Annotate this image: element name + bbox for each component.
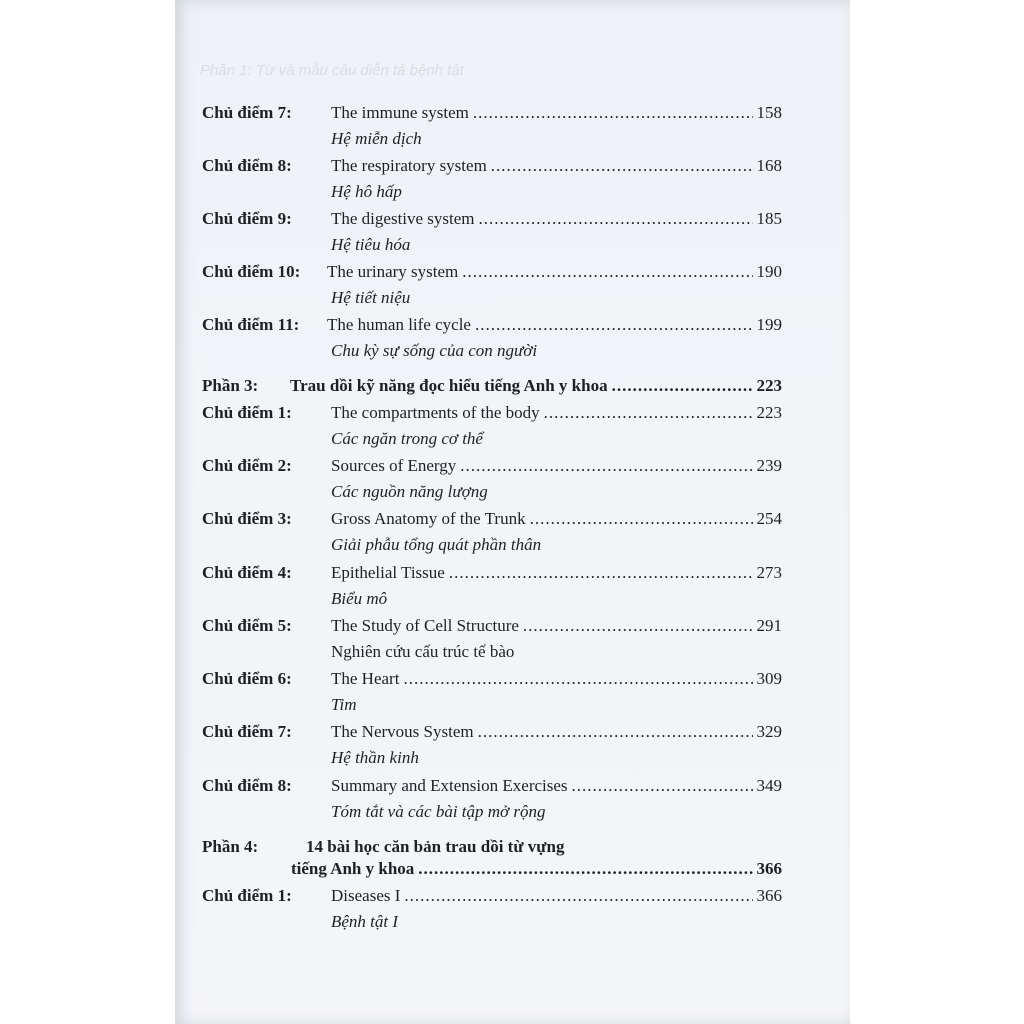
entry-label: Chủ điểm 6: (202, 669, 292, 688)
entry-page: 185 (756, 209, 782, 228)
dot-leader (460, 453, 752, 479)
dot-leader (403, 666, 752, 692)
entry-subtitle: Hệ tiêu hóa (331, 235, 411, 254)
entry-page: 190 (756, 262, 782, 281)
entry-page: 291 (756, 616, 782, 635)
entry-page: 158 (756, 103, 782, 122)
dot-leader (449, 560, 753, 586)
entry-label: Chủ điểm 8: (202, 156, 292, 175)
entry-page: 366 (756, 886, 782, 905)
entry-subtitle: Giải phẫu tổng quát phần thân (331, 535, 542, 554)
part-page: 366 (756, 859, 782, 878)
entry-page: 329 (756, 722, 782, 741)
entry-title: The Nervous System (331, 722, 474, 741)
dot-leader (523, 613, 753, 639)
entry-title: Gross Anatomy of the Trunk (331, 509, 526, 528)
entry-label: Chủ điểm 4: (202, 563, 292, 582)
entry-label: Chủ điểm 1: (202, 403, 292, 422)
entry-subtitle: Bệnh tật I (331, 912, 399, 931)
entry-subtitle: Hệ thần kinh (331, 748, 419, 767)
part-title: Trau dồi kỹ năng đọc hiểu tiếng Anh y khoa (290, 376, 608, 395)
part-label: Phần 3: (202, 376, 259, 395)
entry-subtitle: Chu kỳ sự sống của con người (331, 341, 538, 360)
toc-entry[interactable] (202, 312, 782, 338)
dot-leader (612, 373, 753, 399)
part-page: 223 (756, 376, 782, 395)
toc-entry[interactable] (202, 883, 782, 909)
part-title-line2: tiếng Anh y khoa (291, 859, 415, 878)
entry-page: 168 (756, 156, 782, 175)
entry-subtitle: Các ngăn trong cơ thể (331, 429, 483, 448)
dot-leader (478, 719, 753, 745)
toc-entry[interactable] (202, 560, 782, 586)
entry-title: The human life cycle (327, 315, 471, 334)
entry-label: Chủ điểm 8: (202, 776, 292, 795)
dot-leader (462, 259, 752, 285)
entry-page: 223 (756, 403, 782, 422)
part-heading[interactable] (202, 373, 782, 399)
toc-entry[interactable] (202, 506, 782, 532)
dot-leader (572, 773, 753, 799)
toc-entry[interactable] (202, 666, 782, 692)
entry-label: Chủ điểm 11: (202, 315, 300, 334)
dot-leader (479, 206, 753, 232)
dot-leader (418, 856, 752, 882)
toc-entry[interactable] (202, 453, 782, 479)
toc-entry[interactable] (202, 259, 782, 285)
entry-title: The digestive system (331, 209, 475, 228)
entry-title: Summary and Extension Exercises (331, 776, 568, 795)
entry-label: Chủ điểm 5: (202, 616, 292, 635)
entry-title: The compartments of the body (331, 403, 540, 422)
entry-title: The Heart (331, 669, 400, 688)
entry-label: Chủ điểm 7: (202, 722, 292, 741)
entry-page: 254 (756, 509, 782, 528)
entry-page: 309 (756, 669, 782, 688)
entry-page: 273 (756, 563, 782, 582)
toc-entry[interactable] (202, 719, 782, 745)
toc-entry[interactable] (202, 206, 782, 232)
dot-leader (473, 100, 753, 126)
dot-leader (475, 312, 753, 338)
toc-entry[interactable] (202, 400, 782, 426)
entry-subtitle: Tóm tắt và các bài tập mở rộng (331, 802, 546, 821)
entry-title: The urinary system (327, 262, 459, 281)
toc-entry[interactable] (202, 100, 782, 126)
entry-subtitle: Hệ tiết niệu (331, 288, 411, 307)
toc-entry[interactable] (202, 153, 782, 179)
toc-entry[interactable] (202, 613, 782, 639)
dot-leader (491, 153, 753, 179)
dot-leader (544, 400, 753, 426)
entry-subtitle: Tim (331, 695, 357, 714)
entry-label: Chủ điểm 9: (202, 209, 292, 228)
entry-subtitle: Biểu mô (331, 589, 388, 608)
entry-page: 199 (756, 315, 782, 334)
part-title-line1: 14 bài học căn bản trau dồi từ vựng (306, 837, 565, 856)
toc-entry[interactable] (202, 773, 782, 799)
entry-label: Chủ điểm 3: (202, 509, 292, 528)
entry-label: Chủ điểm 7: (202, 103, 292, 122)
dot-leader (404, 883, 752, 909)
part-heading-continued[interactable] (202, 856, 782, 882)
entry-title: The immune system (331, 103, 469, 122)
dot-leader (530, 506, 753, 532)
entry-title: The respiratory system (331, 156, 487, 175)
entry-title: Sources of Energy (331, 456, 457, 475)
entry-subtitle: Các nguồn năng lượng (331, 482, 488, 501)
entry-title: Epithelial Tissue (331, 563, 445, 582)
entry-subtitle: Nghiên cứu cấu trúc tế bào (331, 642, 515, 661)
entry-title: The Study of Cell Structure (331, 616, 519, 635)
entry-title: Diseases I (331, 886, 401, 905)
entry-page: 239 (756, 456, 782, 475)
entry-label: Chủ điểm 1: (202, 886, 292, 905)
entry-subtitle: Hệ hô hấp (331, 182, 402, 201)
entry-label: Chủ điểm 10: (202, 262, 301, 281)
entry-subtitle: Hệ miễn dịch (331, 129, 422, 148)
part-label: Phần 4: (202, 837, 259, 856)
entry-page: 349 (756, 776, 782, 795)
entry-label: Chủ điểm 2: (202, 456, 292, 475)
